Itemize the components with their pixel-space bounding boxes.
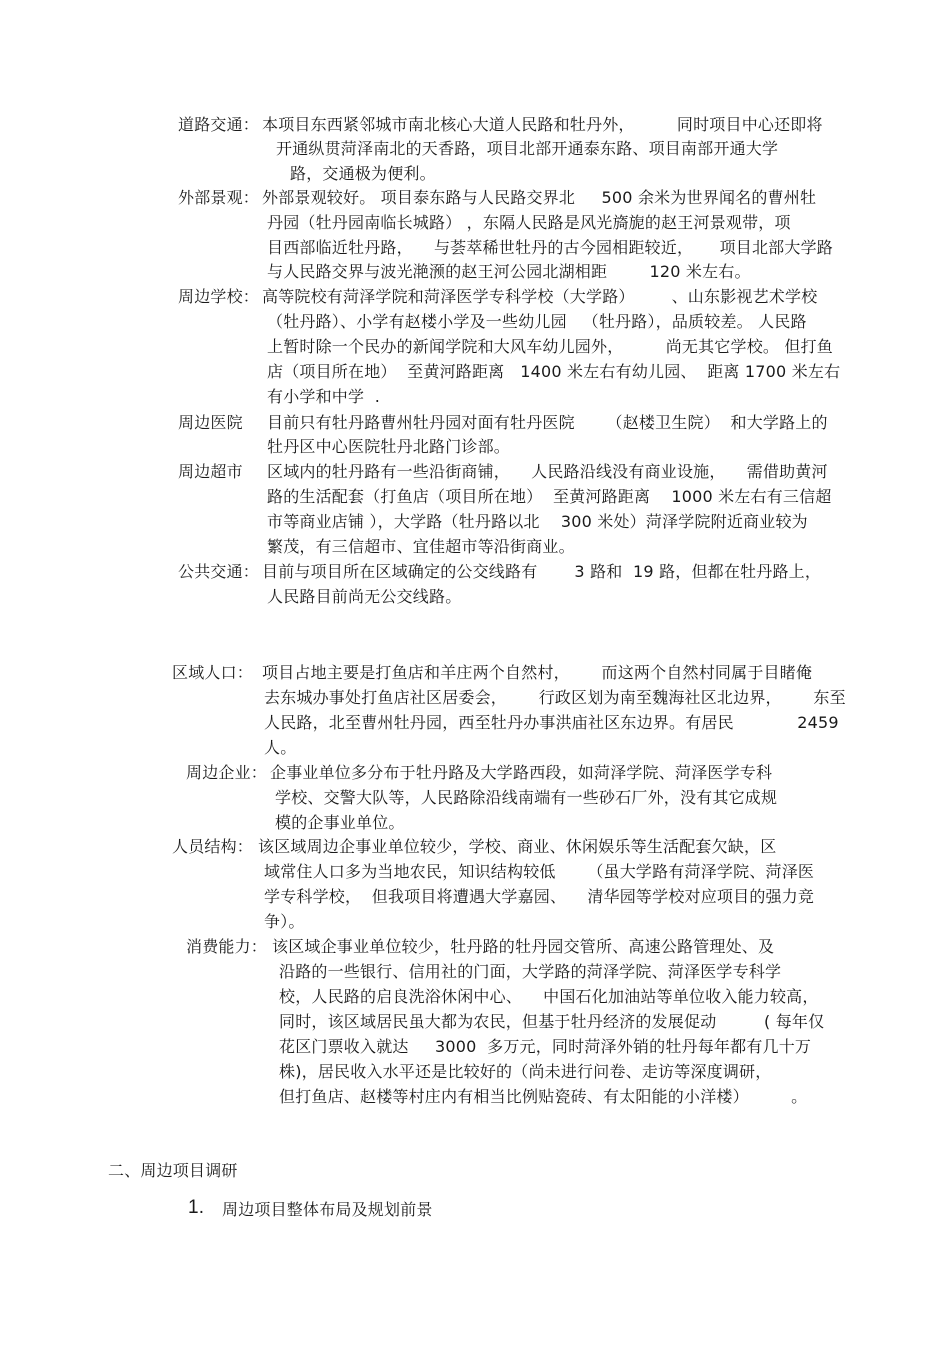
subsection-title: 周边项目整体布局及规划前景 xyxy=(222,1200,433,1219)
schools-line-3: 上暂时除一个民办的新闻学院和大风车幼儿园外， 尚无其它学校。 但打鱼 xyxy=(267,337,833,356)
scenery-line-3: 目西部临近牡丹路， 与荟萃稀世牡丹的古今园相距较近， 项目北部大学路 xyxy=(267,238,833,257)
people-line-4: 争）。 xyxy=(264,912,305,931)
consumption-line-6: 株)，居民收入水平还是比较好的（尚未进行问卷、走访等深度调研， xyxy=(279,1062,772,1081)
population-label: 区域人口： xyxy=(172,663,254,682)
section-two-heading: 二、周边项目调研 xyxy=(108,1161,238,1180)
consumption-line-1: 该区域企事业单位较少，牡丹路的牡丹园交管所、高速公路管理处、及 xyxy=(272,937,775,956)
enterprise-line-2: 学校、交警大队等，人民路除沿线南端有一些砂石厂外，没有其它成规 xyxy=(275,788,778,807)
consumption-line-4: 同时，该区域居民虽大都为农民，但基于牡丹经济的发展促动 ( 每年仅 xyxy=(279,1012,825,1031)
people-label: 人员结构： xyxy=(172,837,254,856)
consumption-line-5: 花区门票收入就达 3000 多万元，同时菏泽外销的牡丹每年都有几十万 xyxy=(279,1037,812,1056)
market-label: 周边超市 xyxy=(178,462,243,481)
market-line-2: 路的生活配套（打鱼店（项目所在地） 至黄河路距离 1000 米左右有三信超 xyxy=(267,487,832,506)
consumption-line-3: 校，人民路的启良洗浴休闲中心、 中国石化加油站等单位收入能力较高， xyxy=(279,987,819,1006)
enterprise-line-1: 企事业单位多分布于牡丹路及大学路西段，如菏泽学院、菏泽医学专科 xyxy=(270,763,773,782)
schools-label: 周边学校： xyxy=(178,287,260,306)
population-line-1: 项目占地主要是打鱼店和羊庄两个自然村， 而这两个自然村同属于目睹俺 xyxy=(262,663,813,682)
road-line-3: 路，交通极为便利。 xyxy=(290,164,436,183)
hospital-label: 周边医院 xyxy=(178,413,243,432)
transit-label: 公共交通： xyxy=(178,562,260,581)
road-label: 道路交通： xyxy=(178,115,260,134)
population-line-4: 人。 xyxy=(264,738,297,757)
enterprise-line-3: 模的企事业单位。 xyxy=(275,813,405,832)
scenery-line-4: 与人民路交界与波光滟滪的赵王河公园北湖相距 120 米左右。 xyxy=(267,262,751,281)
road-line-1: 本项目东西紧邻城市南北核心大道人民路和牡丹外， 同时项目中心还即将 xyxy=(262,115,823,134)
population-line-3: 人民路，北至曹州牡丹园，西至牡丹办事洪庙社区东边界。有居民 2459 xyxy=(264,713,839,732)
hospital-line-2: 牡丹区中心医院牡丹北路门诊部。 xyxy=(267,437,511,456)
consumption-line-2: 沿路的一些银行、信用社的门面，大学路的菏泽学院、菏泽医学专科学 xyxy=(279,962,782,981)
population-line-2: 去东城办事处打鱼店社区居委会， 行政区划为南至魏海社区北边界， 东至 xyxy=(264,688,846,707)
scenery-label: 外部景观： xyxy=(178,188,260,207)
market-line-3: 市等商业店铺 ），大学路（牡丹路以北 300 米处）菏泽学院附近商业较为 xyxy=(267,512,808,531)
people-line-3: 学专科学校， 但我项目将遭遇大学嘉园、 清华园等学校对应项目的强力竞 xyxy=(264,887,815,906)
subsection-number: 1. xyxy=(188,1197,205,1218)
people-line-2: 域常住人口多为当地农民，知识结构较低 （虽大学路有菏泽学院、菏泽医 xyxy=(264,862,815,881)
people-line-1: 该区域周边企事业单位较少，学校、商业、休闲娱乐等生活配套欠缺，区 xyxy=(258,837,777,856)
schools-line-1: 高等院校有菏泽学院和菏泽医学专科学校（大学路） 、山东影视艺术学校 xyxy=(262,287,818,306)
scenery-line-1: 外部景观较好。 项目泰东路与人民路交界北 500 余米为世界闻名的曹州牡 xyxy=(262,188,817,207)
enterprise-label: 周边企业： xyxy=(186,763,268,782)
transit-line-1: 目前与项目所在区域确定的公交线路有 3 路和 19 路，但都在牡丹路上， xyxy=(262,562,822,581)
scenery-line-2: 丹园（牡丹园南临长城路） ，东隔人民路是风光旖旎的赵王河景观带，项 xyxy=(267,213,791,232)
road-line-2: 开通纵贯菏泽南北的天香路，项目北部开通泰东路、项目南部开通大学 xyxy=(276,139,779,158)
schools-line-4: 店（项目所在地） 至黄河路距离 1400 米左右有幼儿园、 距离 1700 米左右 xyxy=(267,362,841,381)
hospital-line-1: 目前只有牡丹路曹州牡丹园对面有牡丹医院 （赵楼卫生院） 和大学路上的 xyxy=(267,413,828,432)
consumption-label: 消费能力： xyxy=(186,937,268,956)
transit-line-2: 人民路目前尚无公交线路。 xyxy=(267,587,462,606)
schools-line-2: （牡丹路）、小学有赵楼小学及一些幼儿园 （牡丹路），品质较差。 人民路 xyxy=(267,312,807,331)
schools-line-5: 有小学和中学 . xyxy=(267,387,381,406)
consumption-line-7: 但打鱼店、赵楼等村庄内有相当比例贴瓷砖、有太阳能的小洋楼） 。 xyxy=(279,1087,808,1106)
market-line-1: 区域内的牡丹路有一些沿街商铺， 人民路沿线没有商业设施， 需借助黄河 xyxy=(267,462,828,481)
market-line-4: 繁茂，有三信超市、宜佳超市等沿街商业。 xyxy=(267,537,575,556)
